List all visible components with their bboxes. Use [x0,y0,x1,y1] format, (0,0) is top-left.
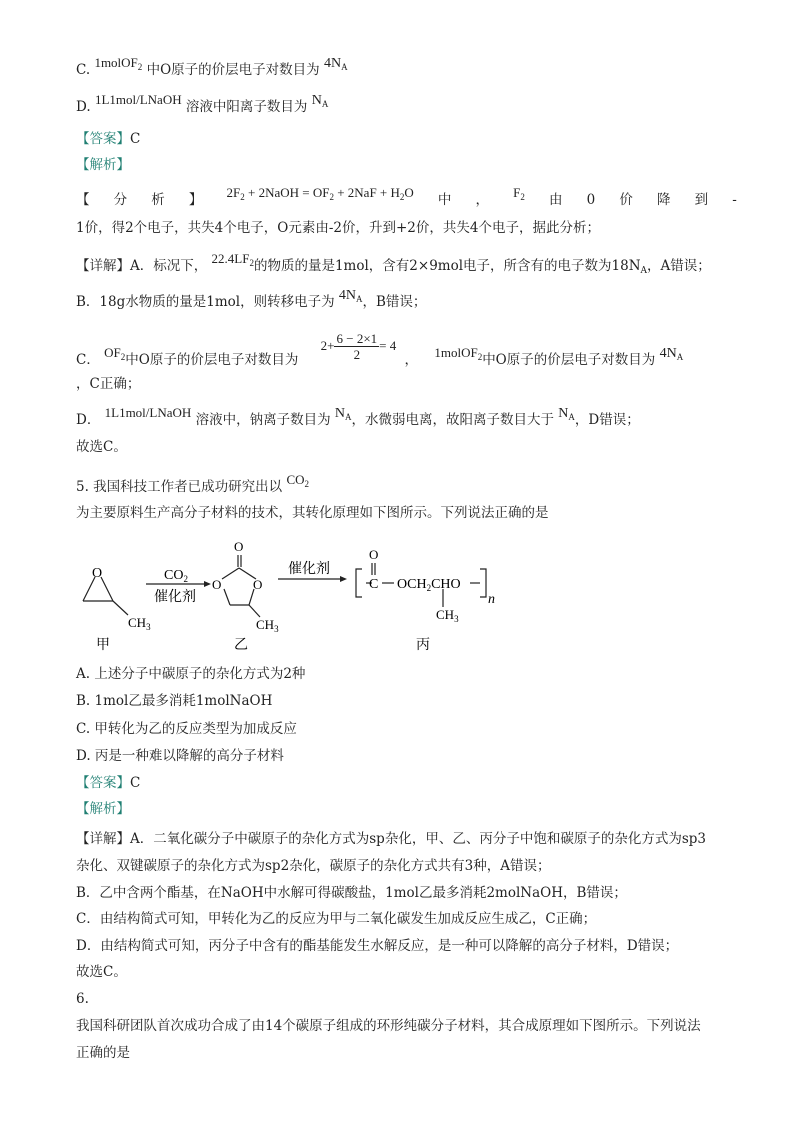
arrow-head-1 [204,581,211,587]
formula: 1L1mol/LNaOH [94,92,182,107]
epoxide-molecule [83,577,128,615]
equation: $2F_2$ + 2NaOH = $OF_2 + 2NaF + H_2O$ [226,185,414,202]
q6-stem-1: 我国科研团队首次成功合成了由14个碳原子组成的环形纯碳分子材料，其合成原理如下图所示。下列说法 [76,1018,701,1034]
q5-detail-line: 故选C。 [76,964,127,980]
q5-detail-line: B．乙中含两个酯基，在NaOH中水解可得碳酸盐，1mol乙最多消耗2molNaOH，B错误； [76,885,627,901]
reaction-scheme [70,535,540,655]
formula: 1molOF$_2$ [94,55,143,72]
q4-option-d: D. 1L1mol/LNaOH 溶液中阳离子数目为 $N_A$ [76,92,329,115]
q5-stem-2: 为主要原料生产高分子材料的技术，其转化原理如下图所示。下列说法正确的是 [76,505,549,521]
carbonyl-carbon: C [369,577,379,592]
q5-detail-line: 杂化、双键碳原子的杂化方式为sp2杂化，碳原子的杂化方式共有3种，A错误； [76,858,551,874]
svg-text:O: O [253,577,263,592]
arrow-1-reagent: $CO_2$ [164,568,188,584]
q5-detail-line: 【详解】A．二氧化碳分子中碳原子的杂化方式为sp杂化，甲、乙、丙分子中饱和碳原子的杂化方式为sp3 [76,831,706,847]
methyl-label: $CH_3$ [128,615,151,632]
q4-answer: 【答案】C [76,131,141,147]
q5-analysis-label: 【解析】 [76,801,130,817]
q5-option-b: B. 1mol乙最多消耗1molNaOH [76,693,273,709]
q4-detail-b: B．18g水物质的量是1mol，则转移电子为 $4N_A$，B错误； [76,288,427,310]
formula: $4N_A$ [323,56,348,72]
svg-text:O: O [234,539,244,554]
q6-number: 6. [76,991,89,1007]
q4-analysis-cont: 1价，得2个电子，共失4个电子，O元素由-2价，升到+2价，共失4个电子，据此分析； [76,220,600,236]
label-jia: 甲 [96,638,110,653]
q4-option-c: C. 1molOF$_2$ 中O原子的价层电子对数目为 $4N_A$ [76,55,348,78]
q5-detail-line: C．由结构简式可知，甲转化为乙的反应为甲与二氧化碳发生加成反应生成乙，C正确； [76,911,597,927]
q5-detail-line: D．由结构简式可知，丙分子中含有的酯基能发生水解反应，是一种可以降解的高分子材料，D错误； [76,938,679,954]
repeat-n: n [488,592,495,607]
methyl-label: $CH_3$ [256,617,279,634]
polymer-chain-text: $OCH_2CHO$ [397,577,461,593]
q4-analysis-line: 【 分 析 】 $2F_2$ + 2NaOH = $OF_2 + 2NaF + H_2O$ 中 ， $F_2$ 由 0 价 降 到 - [76,185,737,208]
q5-option-a: A. 上述分子中碳原子的杂化方式为2种 [76,666,306,682]
label-yi: 乙 [234,638,248,653]
svg-text:O: O [212,577,222,592]
q6-stem-2: 正确的是 [76,1045,130,1061]
q4-detail-a: 【详解】A．标况下， $22.4LF_2$的物质的量是1mol，含有2×9mol电子，所含有的电子数为$18N_A$，A错误； [76,251,711,276]
q5-option-c: C. 甲转化为乙的反应类型为加成反应 [76,721,297,737]
label-bing: 丙 [416,638,430,653]
arrow-2-catalyst: 催化剂 [288,562,330,577]
q5-stem-1: 5. 我国科技工作者已成功研究出以 $CO_2$ [76,472,310,495]
formula: $N_A$ [311,93,329,109]
svg-text:O: O [369,547,379,562]
q4-detail-c-end: ，C正确； [76,376,141,392]
arrow-head-2 [340,576,347,582]
q5-option-d: D. 丙是一种难以降解的高分子材料 [76,748,284,764]
methyl-label: $CH_3$ [436,607,459,624]
q4-conclusion: 故选C。 [76,439,127,455]
q4-detail-c: C． $OF_2$中O原子的价层电子对数目为 2+ $\frac{6 - 2\times 1}{2}$ = 4 ， 1molOF$_2$中O原子的价层电子对数目为 $4N_A$ [76,331,684,368]
q5-answer: 【答案】C [76,775,141,791]
oxygen-label: O [92,566,103,581]
fraction-expression: 2+ $\frac{6 - 2\times 1}{2}$ = 4 [320,331,397,362]
q4-analysis-label: 【解析】 [76,157,130,173]
arrow-1-catalyst: 催化剂 [154,590,196,605]
q4-detail-d: D． 1L1mol/LNaOH 溶液中，钠离子数目为 $N_A$，水微弱电离，故阳离子数目大于 $N_A$，D错误； [76,405,640,428]
